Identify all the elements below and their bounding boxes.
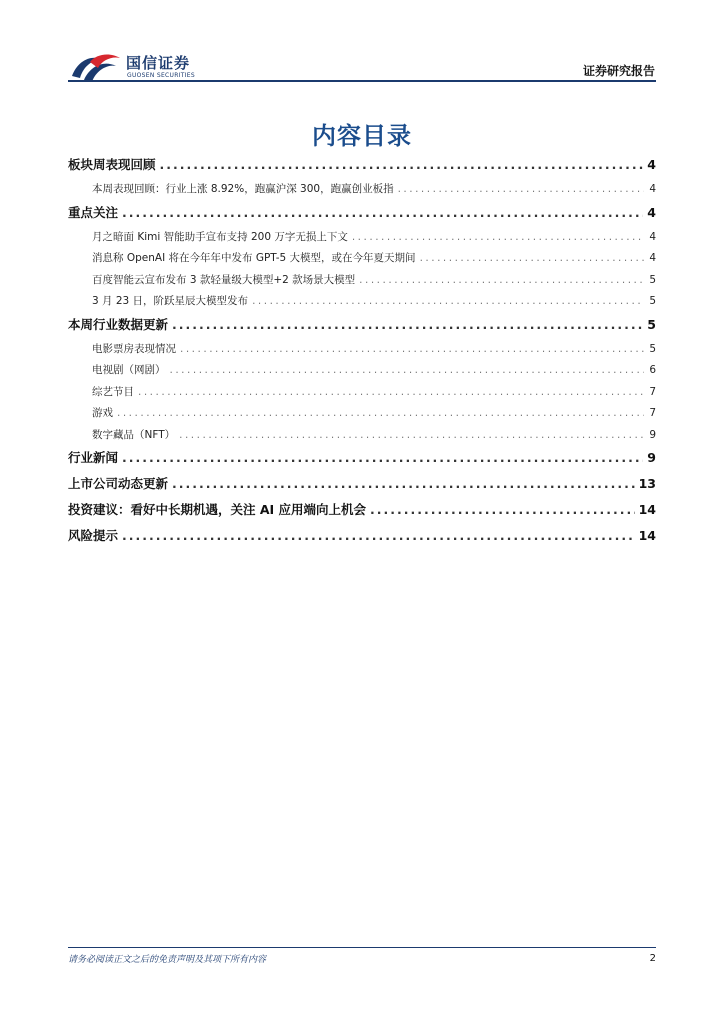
logo-chinese-name: 国信证券 [126,54,191,72]
page-header [0,0,724,90]
toc-entry-page: 9 [647,450,656,465]
toc-entry-page: 14 [638,528,656,543]
toc-entry-title: 电视剧（网剧） [92,364,166,376]
toc-entry-section[interactable] [68,315,656,341]
footer-divider [68,947,656,948]
toc-entry-section[interactable] [68,526,656,552]
toc-entry-title: 本周表现回顾：行业上涨 8.92%，跑赢沪深 300，跑赢创业板指 [92,183,394,195]
toc-entry-subsection[interactable] [68,181,656,203]
toc-entry-page: 14 [638,502,656,517]
toc-dot-leader [420,252,644,264]
toc-entry-page: 5 [649,295,656,307]
toc-entry-page: 4 [649,183,656,195]
toc-entry-subsection[interactable] [68,362,656,384]
toc-dot-leader [359,274,644,286]
toc-dot-leader [122,450,643,465]
toc-entry-page: 13 [638,476,656,491]
toc-entry-section[interactable] [68,448,656,474]
toc-entry-page: 7 [649,385,656,398]
toc-dot-leader [122,528,635,543]
toc-dot-leader [180,343,644,355]
toc-entry-title: 风险提示 [68,528,119,543]
toc-entry-page: 5 [647,316,656,332]
report-type-label: 证券研究报告 [582,64,655,78]
toc-entry-title: 上市公司动态更新 [68,476,169,491]
header-divider [68,80,656,82]
toc-entry-page: 4 [647,204,656,220]
toc-dot-leader [138,386,644,398]
toc-dot-leader [252,295,644,307]
toc-entry-page: 5 [649,273,656,286]
footer-disclaimer: 请务必阅读正文之后的免责声明及其项下所有内容 [68,955,267,965]
toc-entry-page: 4 [649,230,656,243]
toc-entry-section[interactable] [68,203,656,229]
guosen-logo-icon [70,50,122,84]
toc-entry-title: 本周行业数据更新 [68,316,169,332]
toc-dot-leader [170,364,645,376]
toc-entry-subsection[interactable] [68,405,656,427]
toc-entry-title: 月之暗面 Kimi 智能助手宣布支持 200 万字无损上下文 [92,230,348,243]
toc-dot-leader [122,205,643,220]
toc-entry-section[interactable] [68,500,656,526]
toc-dot-leader [160,157,644,172]
toc-entry-title: 电影票房表现情况 [92,342,176,355]
logo-english-name: GUOSEN SECURITIES [127,72,196,79]
toc-entry-title: 投资建议：看好中长期机遇，关注 AI 应用端向上机会 [68,502,367,517]
toc-entry-page: 4 [647,157,656,172]
toc-entry-title: 综艺节目 [92,385,134,398]
toc-entry-subsection[interactable] [68,272,656,294]
toc-dot-leader [172,476,635,491]
toc-entry-section[interactable] [68,474,656,500]
toc-title: 内容目录 [312,122,412,150]
toc-dot-leader [117,407,644,419]
toc-dot-leader [370,502,635,517]
toc-entry-title: 消息称 OpenAI 将在今年年中发布 GPT-5 大模型，或在今年夏天期间 [92,252,416,264]
toc-entry-title: 3 月 23 日，阶跃星辰大模型发布 [92,295,249,307]
toc-entry-title: 游戏 [92,407,113,419]
guosen-logo [70,50,230,84]
toc-entry-title: 行业新闻 [68,450,119,465]
toc-dot-leader [398,183,644,195]
toc-dot-leader [179,429,644,441]
toc-entry-subsection[interactable] [68,229,656,251]
page-number: 2 [649,953,656,964]
toc-entry-title: 数字藏品（NFT） [92,428,176,441]
toc-entry-subsection[interactable] [68,384,656,406]
toc-entry-title: 重点关注 [68,204,119,220]
toc-entry-subsection[interactable] [68,341,656,363]
toc-entry-subsection[interactable] [68,250,656,272]
table-of-contents [68,155,656,552]
toc-entry-page: 4 [649,252,656,264]
toc-entry-title: 板块周表现回顾 [68,157,156,172]
toc-entry-title: 百度智能云宣布发布 3 款轻量级大模型+2 款场景大模型 [92,273,356,286]
toc-dot-leader [172,317,643,332]
toc-entry-page: 7 [649,407,656,419]
toc-entry-subsection[interactable] [68,427,656,449]
toc-entry-section[interactable] [68,155,656,181]
toc-entry-page: 5 [649,342,656,355]
toc-entry-page: 6 [649,364,656,376]
toc-entry-page: 9 [649,428,656,441]
toc-entry-subsection[interactable] [68,293,656,315]
toc-dot-leader [352,231,644,243]
